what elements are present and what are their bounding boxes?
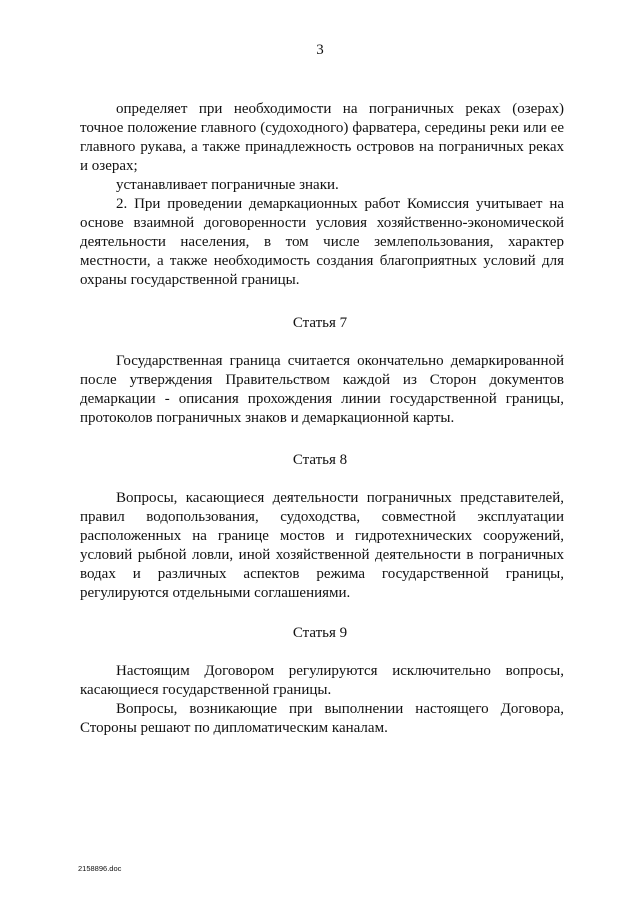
paragraph: 2. При проведении демаркационных работ Комиссия учитывает на основе взаимной договоренности условия хозяйственно-экономической деятельности населения, в том числе землепользования, характер местности, а также необходимость создания благоприятных условий для охраны государственной границы. <box>80 196 564 288</box>
paragraph: Настоящим Договором регулируются исключительно вопросы, касающиеся государственной границы. <box>80 663 564 698</box>
page-number: 3 <box>316 42 324 58</box>
article-8-heading: Статья 8 <box>292 452 348 468</box>
paragraph: Вопросы, возникающие при выполнении настоящего Договора, Стороны решают по дипломатическим каналам. <box>80 701 564 736</box>
text-block-article-6-continuation <box>80 100 564 290</box>
document-filename: 2158896.doc <box>78 864 122 873</box>
paragraph: устанавливает пограничные знаки. <box>116 177 339 193</box>
article-9-body <box>80 662 564 738</box>
article-7-heading: Статья 7 <box>292 315 348 331</box>
article-7-body <box>80 352 564 428</box>
article-9-heading: Статья 9 <box>292 625 348 641</box>
paragraph: определяет при необходимости на пограничных реках (озерах) точное положение главного (судоходного) фарватера, середины реки или ее главного рукава, а также принадлежность островов на пограничных реках и озерах; <box>80 101 564 174</box>
paragraph: Государственная граница считается окончательно демаркированной после утверждения Правительством каждой из Сторон документов демаркации - описания прохождения линии государственной границы, протоколов пограничных знаков и демаркационной карты. <box>80 353 564 426</box>
article-8-body <box>80 489 564 603</box>
paragraph: Вопросы, касающиеся деятельности пограничных представителей, правил водопользования, судоходства, совместной эксплуатации расположенных на границе мостов и гидротехнических сооружений, условий рыбной ловли, иной хозяйственной деятельности в пограничных водах и различных аспектов режима государственной границы, регулируются отдельными соглашениями. <box>80 490 564 601</box>
